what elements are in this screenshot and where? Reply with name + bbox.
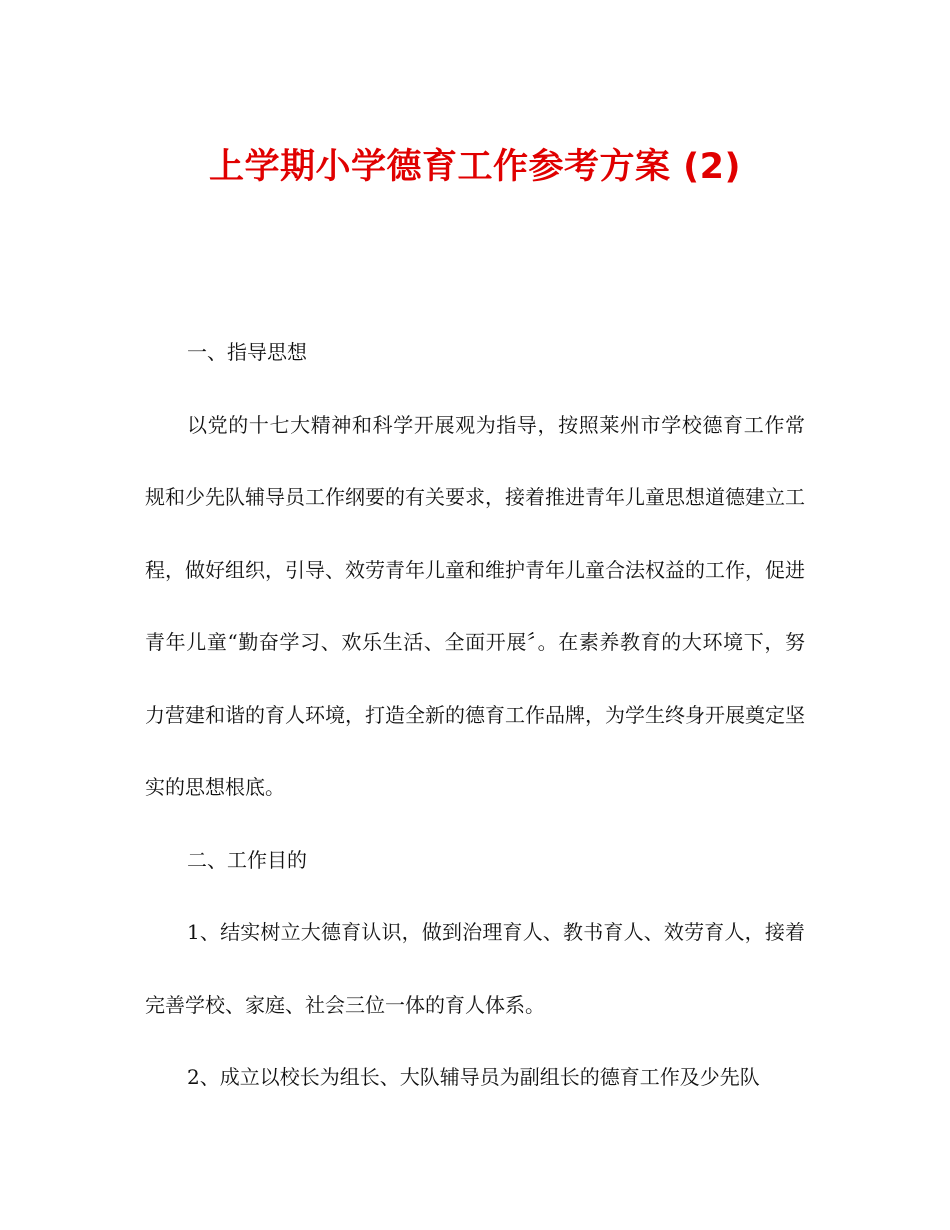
section-heading-work-goals: 二、工作目的	[187, 847, 307, 872]
paragraph-guiding-ideology: 以党的十七大精神和科学开展观为指导，按照莱州市学校德育工作常规和少先队辅导员工作纲要的有关要求，接着推进青年儿童思想道德建立工程，做好组织，引导、效劳青年儿童和维护青年儿童合法权益的工作，促进青年儿童“勤奋学习、欢乐生活、全面开展〞。在素养教育的大环境下，努力营建和谐的育人环境，打造全新的德育工作品牌，为学生终身开展奠定坚实的思想根底。	[145, 412, 805, 799]
paragraph-goal-1: 1、结实树立大德育认识，做到治理育人、教书育人、效劳育人，接着完善学校、家庭、社会三位一体的育人体系。	[145, 920, 805, 1017]
document-body	[145, 316, 805, 1114]
paragraph-goal-2: 2、成立以校长为组长、大队辅导员为副组长的德育工作及少先队	[187, 1065, 760, 1089]
document-title: 上学期小学德育工作参考方案 (2)	[208, 147, 742, 188]
section-heading-guiding-ideology: 一、指导思想	[187, 340, 307, 364]
